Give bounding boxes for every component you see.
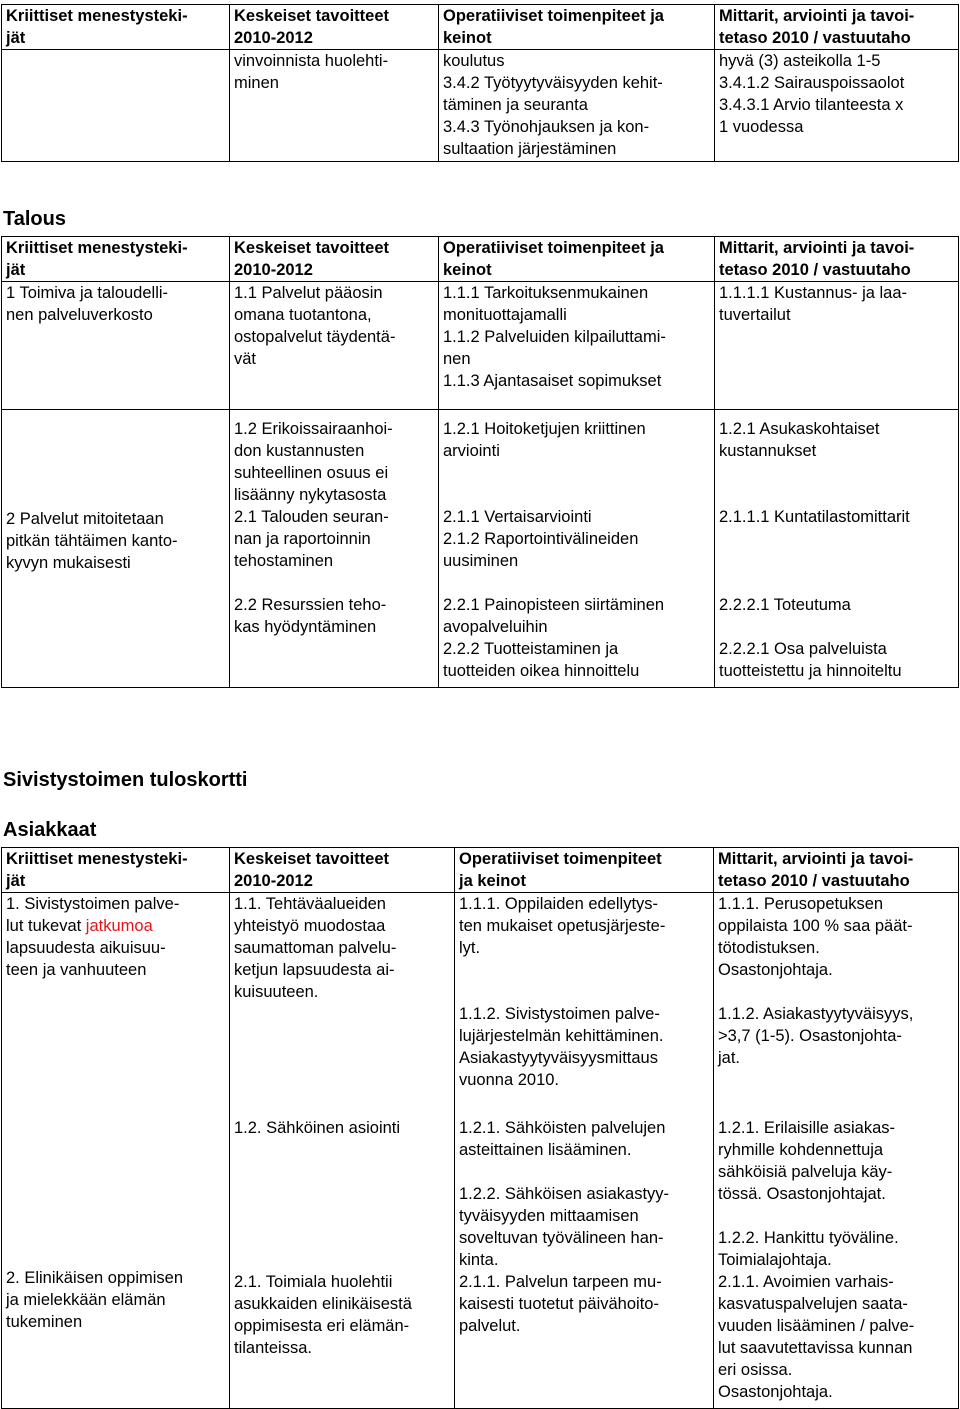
table-header-row bbox=[2, 5, 959, 50]
table-cell bbox=[2, 50, 230, 162]
table-cell: 1.2 Erikoissairaanhoi- don kustannusten suhteellinen osuus ei lisäänny nykytasosta 2.1 Talouden seuran- nan ja raportoinnin tehostaminen 2.2 Resurssien teho- kas hyödyntäminen bbox=[230, 410, 439, 688]
asiakkaat-table bbox=[1, 847, 959, 1409]
top-table bbox=[1, 4, 959, 162]
table-cell: 1 Toimiva ja taloudelli- nen palveluverkosto bbox=[2, 282, 230, 410]
header-operational-measures: Operatiiviset toimenpiteet ja keinot bbox=[439, 5, 715, 50]
table-cell: koulutus 3.4.2 Työtyytyväisyyden kehit- täminen ja seuranta 3.4.3 Työnohjauksen ja kon- sultaation järjestäminen bbox=[439, 50, 715, 162]
table-cell: 1. Sivistystoimen palve- lut tukevat jatkumoa lapsuudesta aikuisuu- teen ja vanhuuteen 2. Elinikäisen oppimisen ja mielekkään elämän tukeminen bbox=[2, 893, 230, 1409]
page-title: Sivistystoimen tuloskortti bbox=[3, 769, 248, 791]
table-cell: 1.1. Tehtäväalueiden yhteistyö muodostaa saumattoman palvelu- ketjun lapsuudesta ai- kuisuuteen. 1.2. Sähköinen asiointi 2.1. Toimiala huolehtii asukkaiden elinikäisestä oppimisesta eri elämän- tilanteissa. bbox=[230, 893, 455, 1409]
table-header-row bbox=[2, 848, 959, 893]
header-operational-measures: Operatiiviset toimenpiteet ja keinot bbox=[455, 848, 714, 893]
header-metrics: Mittarit, arviointi ja tavoi- tetaso 2010 / vastuutaho bbox=[715, 237, 959, 282]
header-operational-measures: Operatiiviset toimenpiteet ja keinot bbox=[439, 237, 715, 282]
header-critical-factors: Kriittiset menestysteki- jät bbox=[2, 237, 230, 282]
header-key-goals: Keskeiset tavoitteet 2010-2012 bbox=[230, 237, 439, 282]
section-heading-asiakkaat: Asiakkaat bbox=[3, 819, 97, 841]
table-cell: 1.1.1 Tarkoituksenmukainen monituottajamalli 1.1.2 Palveluiden kilpailuttami- nen 1.1.3 Ajantasaiset sopimukset bbox=[439, 282, 715, 410]
table-cell: 1.2.1 Asukaskohtaiset kustannukset 2.1.1.1 Kuntatilastomittarit 2.2.2.1 Toteutuma 2.2.2.1 Osa palveluista tuotteistettu ja hinnoiteltu bbox=[715, 410, 959, 688]
table-row bbox=[2, 50, 959, 162]
table-cell: 1.1 Palvelut pääosin omana tuotantona, ostopalvelut täydentä- vät bbox=[230, 282, 439, 410]
table-cell: hyvä (3) asteikolla 1-5 3.4.1.2 Sairauspoissaolot 3.4.3.1 Arvio tilanteesta x 1 vuodessa bbox=[715, 50, 959, 162]
table-cell: 1.1.1.1 Kustannus- ja laa- tuvertailut bbox=[715, 282, 959, 410]
header-key-goals: Keskeiset tavoitteet 2010-2012 bbox=[230, 848, 455, 893]
header-metrics: Mittarit, arviointi ja tavoi- tetaso 2010 / vastuutaho bbox=[715, 5, 959, 50]
table-row bbox=[2, 893, 959, 1409]
section-heading-talous: Talous bbox=[3, 208, 66, 230]
table-header-row bbox=[2, 237, 959, 282]
table-cell: 2 Palvelut mitoitetaan pitkän tähtäimen kanto- kyvyn mukaisesti bbox=[2, 410, 230, 688]
header-key-goals: Keskeiset tavoitteet 2010-2012 bbox=[230, 5, 439, 50]
header-metrics: Mittarit, arviointi ja tavoi- tetaso 2010 / vastuutaho bbox=[714, 848, 959, 893]
table-row bbox=[2, 410, 959, 688]
table-cell: 1.2.1 Hoitoketjujen kriittinen arviointi 2.1.1 Vertaisarviointi 2.1.2 Raportointivälineiden uusiminen 2.2.1 Painopisteen siirtäminen avopalveluihin 2.2.2 Tuotteistaminen ja tuotteiden oikea hinnoittelu bbox=[439, 410, 715, 688]
highlighted-word: jatkumoa bbox=[85, 917, 153, 935]
table-cell: 1.1.1. Perusopetuksen oppilaista 100 % saa päät- tötodistuksen. Osastonjohtaja. 1.1.2. Asiakastyytyväisyys, >3,7 (1-5). Osastonjohta- jat. 1.2.1. Erilaisille asiakas- ryhmille kohdennettuja sähköisiä palveluja käy- tössä. Osastonjohtajat. 1.2.2. Hankittu työväline. Toimialajohtaja. 2.1.1. Avoimien varhais- kasvatuspalvelujen saata- vuuden lisääminen / palve- lut saavutettavissa kunnan eri osissa. Osastonjohtaja. bbox=[714, 893, 959, 1409]
table-cell: vinvoinnista huolehti- minen bbox=[230, 50, 439, 162]
table-row bbox=[2, 282, 959, 410]
talous-table bbox=[1, 236, 959, 688]
table-cell: 1.1.1. Oppilaiden edellytys- ten mukaiset opetusjärjeste- lyt. 1.1.2. Sivistystoimen palve- lujärjestelmän kehittäminen. Asiakastyytyväisyysmittaus vuonna 2010. 1.2.1. Sähköisten palvelujen asteittainen lisääminen. 1.2.2. Sähköisen asiakastyy- tyväisyyden mittaamisen soveltuvan työvälineen han- kinta. 2.1.1. Palvelun tarpeen mu- kaisesti tuotetut päivähoito- palvelut. bbox=[455, 893, 714, 1409]
header-critical-factors: Kriittiset menestysteki- jät bbox=[2, 5, 230, 50]
header-critical-factors: Kriittiset menestysteki- jät bbox=[2, 848, 230, 893]
